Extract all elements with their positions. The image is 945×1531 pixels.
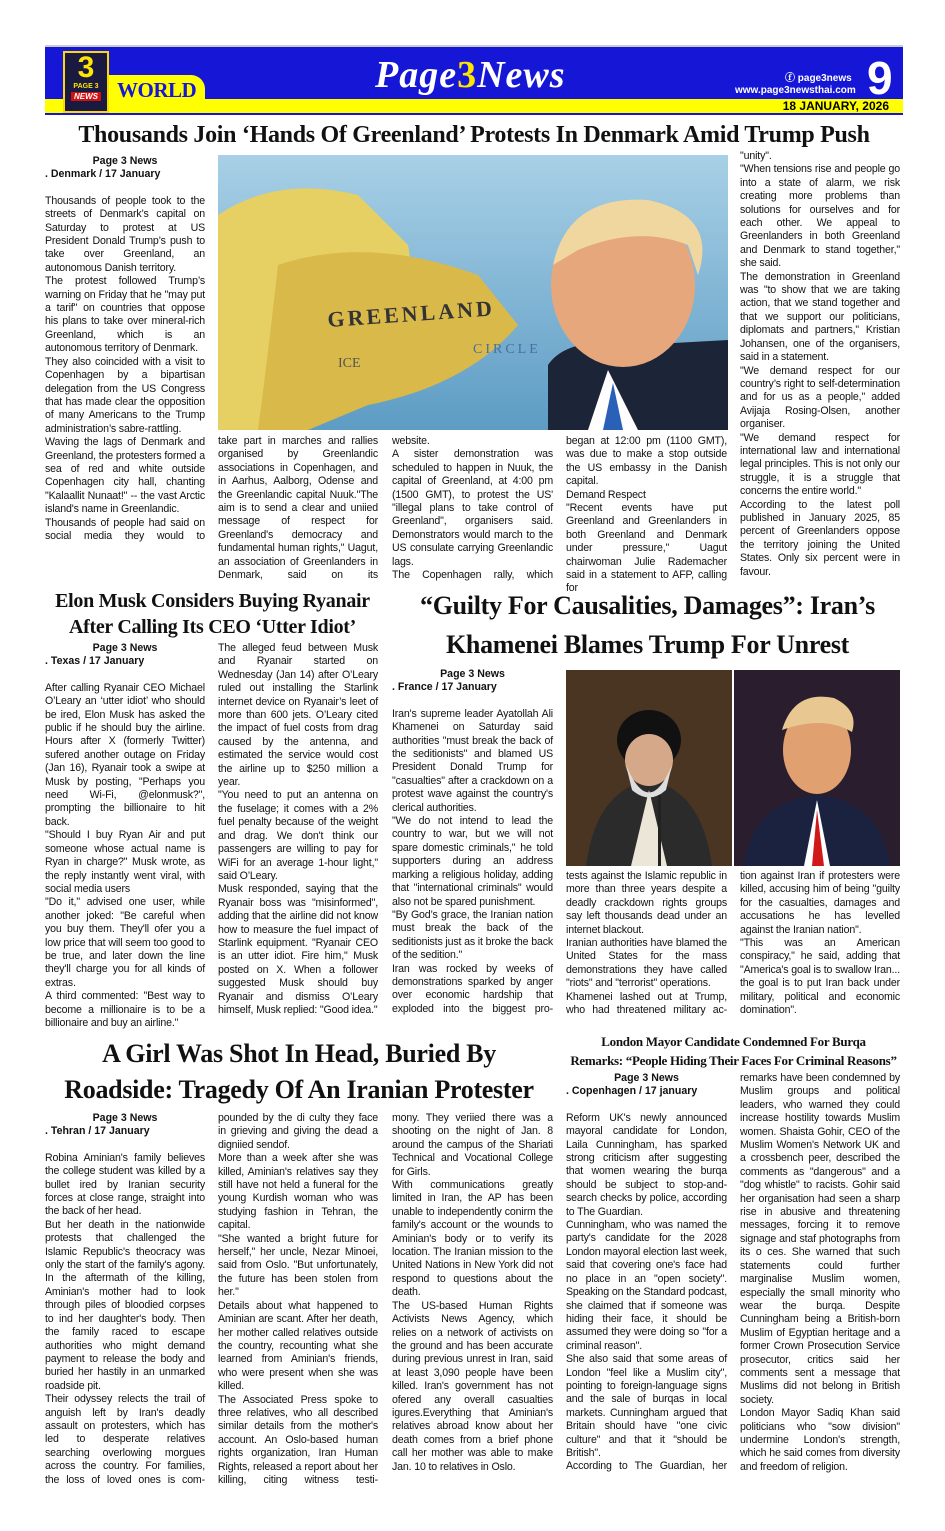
article-paragraph: Iran was rocked by weeks of demonstrations sparked by anger over economic hardship that exploded into the biggest pro- xyxy=(392,962,553,1015)
article-paragraph: The alleged feud between Musk and Ryanair started on Wednesday (Jan 14) after O’Leary ruled out installing the Starlink internet device on Ryanair’s leet of more than 600 jets. O’Leary cited the impact of fuel costs from drag caused by the antenna, and estimated the service would cost the airline up to $250 million a year. xyxy=(218,642,378,789)
byline xyxy=(392,668,553,1016)
byline-dateline: . Denmark / 17 January xyxy=(45,168,161,181)
khamenei-photo xyxy=(566,670,732,866)
headline-text: After Calling Its CEO ‘Utter Idiot’ xyxy=(68,616,357,638)
article-paragraph: Cunningham, who was named the party's candidate for the 2028 London mayoral election last week, said that covering one's face had no place in an "open society". Speaking on the Standard podcast, she claimed that if someone was hiding their face, it should be assumed they were doing so "for a criminal reason". xyxy=(566,1219,727,1352)
article-paragraph: A sister demonstration was scheduled to happen in Nuuk, the capital of Greenland, at 4:00 pm (1500 GMT), to protest the US' "illegal plans to take control of Greenland", organisers said. Demonstrators would march to the US consulate carrying Greenlandic lags. xyxy=(392,448,553,568)
article-paragraph: take part in marches and rallies organised by Greenlandic associations in Copenhagen, and in Aarhus, Aalborg, Odense and the Greenlandic capital Nuuk."The aim is to send a clear and uniied message of respect for Greenland's democracy and fundamental human rights," Uagut, an association of Greenlanders in Denmark, said on its xyxy=(218,435,378,582)
article-paragraph: London Mayor Sadiq Khan said politicians who "sow division" undermine London's strength, which he said comes from diversity and freedom of religion. xyxy=(740,1407,900,1473)
article-paragraph: Waving the lags of Denmark and Greenland, the protesters formed a sea of red and white outside Copenhagen city hall, chanting "Kalaallit Nunaat!" -- the vast Arctic island's name in Greenlandic. xyxy=(45,436,205,516)
article-column xyxy=(218,435,378,582)
article-paragraph: After calling Ryanair CEO Michael O’Leary an ‘utter idiot’ who should be ired, Elon Musk has asked the public if he should buy the airline. Hours after X (formerly Twitter) sufered another outage on Friday (Jan 16), Ryanair took a swipe at Musk by posting, "Perhaps you need Wi-Fi, @elonmusk?", prompting the billionaire to hit back. xyxy=(45,681,205,828)
page-number: 9 xyxy=(867,52,893,104)
article-paragraph: "We demand respect for our country’s right to self-determination and for us as a people," added Avijaja Rosing-Olsen, another organiser. xyxy=(740,364,900,431)
byline-source: Page 3 News xyxy=(92,155,158,167)
headline-khamenei xyxy=(390,586,905,664)
trump-photo xyxy=(734,670,900,866)
article-paragraph: "By God’s grace, the Iranian nation must break the back of the seditionists just as it broke the back of the sedition." xyxy=(392,908,553,962)
byline-dateline: . Texas / 17 January xyxy=(45,655,145,668)
article-column xyxy=(392,435,553,582)
article-paragraph: mony. They veriied there was a shooting on the night of Jan. 8 around the campus of the Shariati Technical and Vocational College for Girls. xyxy=(392,1112,553,1178)
article-paragraph: More than a week after she was killed, Aminian's relatives say they still have not held a funeral for the young Kurdish woman who was studying fashion in Tehran, the capital. xyxy=(218,1152,378,1232)
article-paragraph: tion against Iran if protesters were killed, accusing him of being "guilty for the casualties, damages and accusations he has levelled against the Iranian nation". xyxy=(740,870,900,936)
title-part: Page xyxy=(375,54,458,96)
article-column xyxy=(45,682,205,1031)
byline xyxy=(566,1072,727,1474)
map-label-greenland: GREENLAND xyxy=(326,295,496,332)
article-paragraph: Robina Aminian's family believes the college student was killed by a bullet ired by Iranian security forces at close range, straight into the back of her head. xyxy=(45,1151,205,1218)
title-part: News xyxy=(477,54,566,96)
page3-logo xyxy=(63,51,109,113)
byline xyxy=(45,155,205,543)
headline-text: Khamenei Blames Trump For Unrest xyxy=(445,630,850,659)
issue-date: 18 JANUARY, 2026 xyxy=(782,99,889,113)
byline-dateline: . France / 17 January xyxy=(392,681,497,694)
logo-text: PAGE 3 xyxy=(73,83,99,90)
article-paragraph: remarks have been condemned by Muslim groups and political leaders, who warned they could increase hostility towards Muslim women. Shaista Gohir, CEO of the Muslim Women's Network UK and a crossbench peer, described the comments as "dangerous" and a "dog whistle" to racists. Gohir said her organisation had seen a sharp rise in abusive and threatening messages, forcing it to remove signage and staf photographs from its o ces. She warned that such statements could further marginalise Muslim women, especially the small minority who wear the burqa. Despite Cunningham being a British-born Muslim of Egyptian heritage and a former Crown Prosecution Service prosecutor, critics said her comments sent a message that Muslims did not belong in British society. xyxy=(740,1072,900,1406)
article-column xyxy=(740,870,900,1017)
article-paragraph: Demand Respect xyxy=(566,488,646,501)
masthead xyxy=(45,45,903,115)
newspaper-title xyxy=(375,53,566,97)
article-paragraph: Details about what happened to Aminian are scant. After her death, her mother called relatives outside the country, recounting what she learned from Aminian's friends, who were present when she was killed. xyxy=(218,1299,378,1393)
article-paragraph: Musk responded, saying that the Ryanair boss was "misinformed", adding that the airline did not know how to measure the fuel impact of Starlink equipment. "Ryanair CEO is an utter idiot. Fire him," Musk posted on X. When a follower suggested Musk should buy Ryanair and dismiss O’Leary himself, Musk replied: "Good idea." xyxy=(218,883,378,1016)
article-paragraph: website. xyxy=(392,435,430,447)
article-column xyxy=(566,435,727,596)
article-paragraph: Thousands of people had said on social media they would to xyxy=(45,516,205,542)
article-paragraph: But her death in the nationwide protests that challenged the Islamic Republic's theocracy was only the start of the family's agony. In the aftermath of the killing, Aminian's mother had to look through piles of bloodied corpses to ind her daughter's body. Then the family raced to escape authorities who might demand payment to release the body and buried her hastily in an unmarked roadside pit. xyxy=(45,1218,205,1392)
article-paragraph: "She wanted a bright future for herself," her uncle, Nezar Minoei, said from Oslo. "But unfortunately, the future has been stolen from her." xyxy=(218,1232,378,1299)
article-paragraph: "Do it," advised one user, while another joked: "Be careful when you buy them. They'll ofer you a low price that will seem too good to be true, and later down the line they'll charge you for all kinds of extras. xyxy=(45,896,205,989)
section-tab xyxy=(107,75,205,105)
article-column xyxy=(218,1112,378,1487)
greenland-trump-photo xyxy=(218,155,728,430)
article-paragraph: A third commented: "Best way to become a millionaire is to be a billionaire and buy an airline." xyxy=(45,990,205,1029)
article-paragraph: Khamenei lashed out at Trump, who had threatened military ac- xyxy=(566,990,727,1017)
article-paragraph: "Should I buy Ryan Air and put someone whose actual name is Ryan in charge?" Musk wrote, as the reply instantly went viral, with social media users xyxy=(45,829,205,895)
headline-protester xyxy=(40,1036,558,1108)
byline xyxy=(45,1112,205,1487)
article-paragraph: She also said that some areas of London "feel like a Muslim city", pointing to foreign-language signs and the sale of burqas in local markets. Cunningham argued that Britain should have "one civic culture" and that it "should be British". xyxy=(566,1353,727,1459)
byline-dateline: . Copenhagen / 17 january xyxy=(566,1085,698,1098)
article-column xyxy=(740,150,900,579)
article-paragraph: The protest followed Trump’s warning on Friday that he "may put a tarif" on countries that oppose his plans to take over mineral-rich Greenland, which is an autonomous territory of Denmark. xyxy=(45,275,205,355)
article-column xyxy=(392,708,553,1016)
byline-source: Page 3 News xyxy=(614,1072,679,1084)
trump-portrait xyxy=(734,670,900,866)
article-column xyxy=(45,1152,205,1487)
article-paragraph: Iran's supreme leader Ayatollah Ali Khamenei on Saturday said authorities "must break the back of the seditionists" and blamed US President Donald Trump for "casualties" after a crackdown on a protest wave against the country's clerical authorities. xyxy=(392,707,553,814)
headline-text: London Mayor Candidate Condemned For Burqa xyxy=(601,1034,866,1049)
byline xyxy=(45,642,205,1030)
logo-number: 3 xyxy=(77,51,95,84)
facebook-icon: ⓕ xyxy=(785,73,798,84)
logo-news: NEWS xyxy=(71,92,101,101)
map-image xyxy=(218,155,728,430)
headline-greenland xyxy=(45,120,903,150)
article-paragraph: "This was an American conspiracy," he said, adding that "America's goal is to swallow Iran... the goal is to put Iran back under military, political and economic domination". xyxy=(740,937,900,1017)
article-paragraph: According to The Guardian, her xyxy=(566,1460,727,1473)
headline-text: Roadside: Tragedy Of An Iranian Protester xyxy=(64,1075,534,1104)
article-paragraph: According to the latest poll published in January 2025, 85 percent of Greenlanders oppose the territory joining the United States. Only six percent were in favour. xyxy=(740,498,900,578)
byline-source: Page 3 News xyxy=(92,642,158,654)
article-paragraph: Reform UK's newly announced mayoral candidate for London, Laila Cunningham, has sparked strong criticism after suggesting that women wearing the burqa should be subject to stop-and-search checks by police, according to The Guardian. xyxy=(566,1111,727,1218)
article-paragraph: The demonstration in Greenland was "to show that we are taking action, that we stand together and that we support our politicians, diplomats and partners," Kristian Johansen, one of the organisers, said in a statement. xyxy=(740,270,900,364)
article-column xyxy=(392,1112,553,1474)
title-part: 3 xyxy=(457,54,478,96)
article-paragraph: The Associated Press spoke to three relatives, who all described similar details from the mother's account. An Oslo-based human rights organization, Iran Human Rights, released a report about her killing, citing witness testi- xyxy=(218,1393,378,1486)
article-paragraph: "When tensions rise and people go into a state of alarm, we risk creating more problems than solutions for ourselves and for each other. We appeal to Greenlanders in both Greenland and Denmark to stand together," she said. xyxy=(740,163,900,270)
article-paragraph: began at 12:00 pm (1100 GMT), was due to make a stop outside the US embassy in the Danish capital. xyxy=(566,435,727,488)
article-paragraph: Their odyssey relects the trail of anguish left by Iran's deadly assault on protesters, which has led to desperate relatives searching overlowing morgues across the country. For families, the loss of loved ones is com- xyxy=(45,1393,205,1486)
map-label-ice: ICE xyxy=(338,356,361,371)
headline-musk xyxy=(40,588,385,640)
article-paragraph: "We do not intend to lead the country to war, but we will not spare domestic criminals," he told supporters during an address marking a religious holiday, adding that "international criminals" would also not be spared punishment. xyxy=(392,815,553,908)
article-paragraph: "unity". xyxy=(740,150,772,162)
article-paragraph: tests against the Islamic republic in more than three years despite a deadly crackdown rights groups say left thousands dead under an internet blackout. xyxy=(566,870,727,936)
facebook-text: page3news xyxy=(797,73,852,84)
section-label: WORLD xyxy=(117,78,197,102)
article-paragraph: "You need to put an antenna on the fuselage; it comes with a 2% fuel penalty because of the weight and drag. We don't think our passengers are willing to pay for WiFi for an average 1-hour light," said O’Leary. xyxy=(218,789,378,882)
website-url: www.page3newsthai.com xyxy=(735,85,856,96)
article-paragraph: "We demand respect for international law and international legal principles. This is not only our struggle, it is a struggle that concerns the entire world." xyxy=(740,431,900,498)
article-paragraph: "Recent events have put Greenland and Greenlanders in both Greenland and Denmark under pressure," Uagut chairwoman Julie Rademacher said in a statement to AFP, calling for xyxy=(566,502,727,595)
headline-london xyxy=(562,1032,905,1070)
headline-text: A Girl Was Shot In Head, Buried By xyxy=(102,1039,496,1068)
article-column xyxy=(566,1112,727,1474)
article-column xyxy=(45,195,205,544)
byline-source: Page 3 News xyxy=(92,1112,158,1124)
headline-text: Remarks: “People Hiding Their Faces For Criminal Reasons” xyxy=(570,1053,897,1068)
article-column xyxy=(566,870,727,1017)
article-paragraph: They also coincided with a visit to Copenhagen by a bipartisan delegation from the US Congress that has made clear the opposition of many Americans to the Trump administration’s sabre-rattling. xyxy=(45,355,205,435)
byline-dateline: . Tehran / 17 January xyxy=(45,1125,150,1138)
map-label-circle: CIRCLE xyxy=(473,342,541,357)
article-paragraph: Iranian authorities have blamed the United States for the mass demonstrations they have called "riots" and "terrorist" operations. xyxy=(566,937,727,990)
headline-text: “Guilty For Causalities, Damages”: Iran’s xyxy=(420,591,875,620)
article-column xyxy=(218,642,378,1017)
article-paragraph: Thousands of people took to the streets of Denmark’s capital on Saturday to protest at US President Donald Trump’s push to take over Greenland, an autonomous Danish territory. xyxy=(45,194,205,274)
article-column xyxy=(740,1072,900,1474)
facebook-handle xyxy=(785,69,852,84)
headline-text: Thousands Join ‘Hands Of Greenland’ Protests In Denmark Amid Trump Push xyxy=(78,122,870,148)
article-paragraph: With communications greatly limited in Iran, the AP has been unable to independently conirm the family's account or the wounds to Aminian's body or to verify its location. The Iranian mission to the United Nations in New York did not respond to questions about the death. xyxy=(392,1179,553,1299)
article-paragraph: The Copenhagen rally, which xyxy=(392,569,553,582)
headline-text: Elon Musk Considers Buying Ryanair xyxy=(55,590,370,612)
byline-source: Page 3 News xyxy=(440,668,505,680)
article-paragraph: The US-based Human Rights Activists News Agency, which relies on a network of activists on the ground and has been accurate during previous unrest in Iran, said at least 3,090 people have been killed. Iran's government has not ofered any overall casualties igures.Everything that Aminian's relatives abroad know about her death comes from a brief phone call her mother was able to make Jan. 10 to relatives in Oslo. xyxy=(392,1299,553,1473)
article-paragraph: pounded by the di culty they face in grieving and giving the dead a digniied sendof. xyxy=(218,1112,378,1151)
khamenei-portrait xyxy=(566,670,732,866)
